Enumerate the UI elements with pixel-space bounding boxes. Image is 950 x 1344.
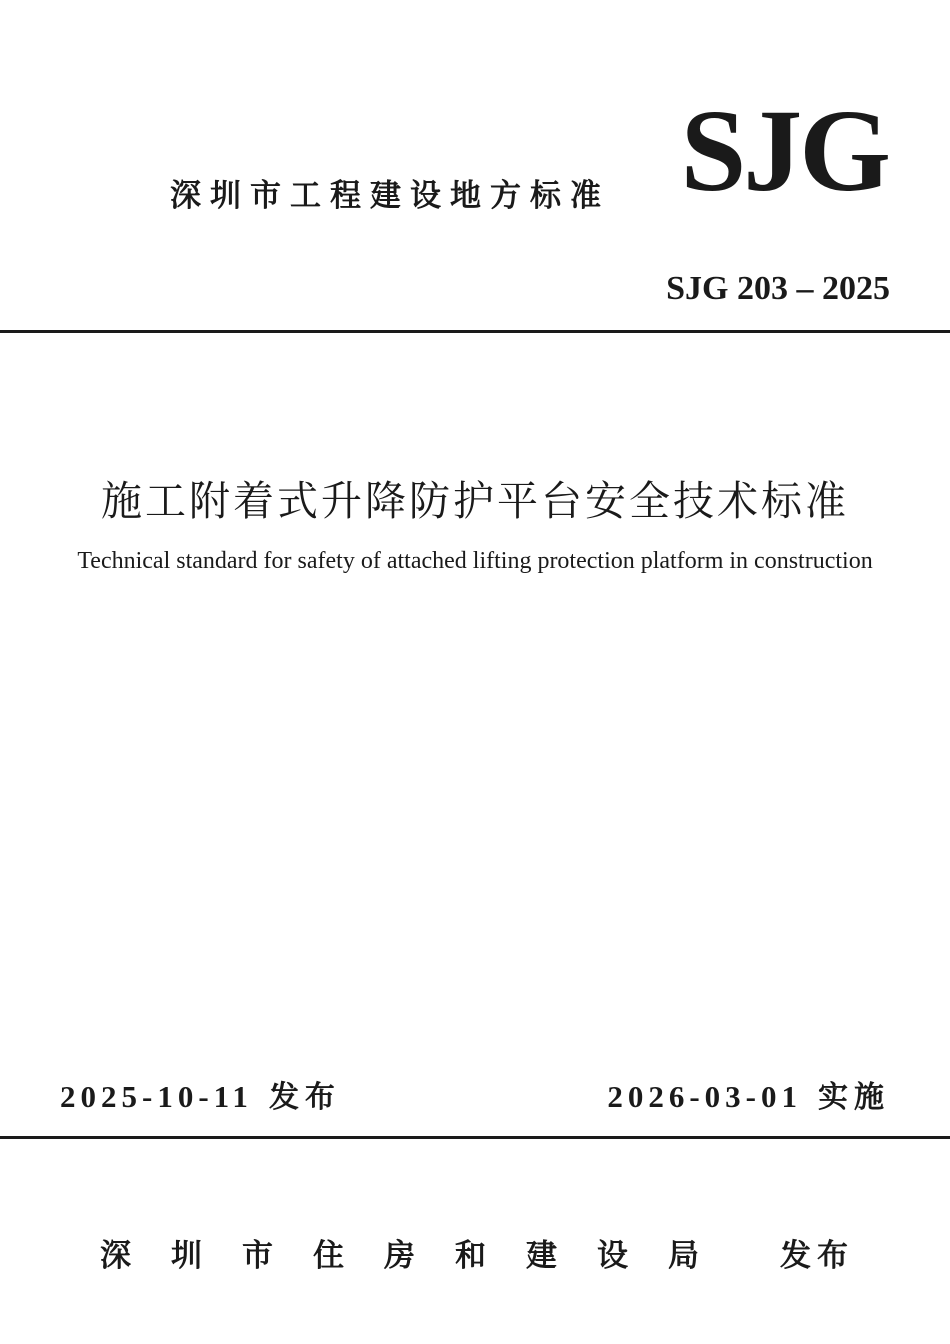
sjg-logo: SJG — [680, 85, 888, 216]
document-title-chinese: 施工附着式升降防护平台安全技术标准 — [101, 477, 849, 525]
standard-series-label: 深圳市工程建设地方标准 — [170, 178, 610, 214]
publish-label: 发布 — [780, 1238, 854, 1274]
issue-label: 发布 — [268, 1080, 341, 1115]
document-title-english: Technical standard for safety of attached lifting protection platform in construction — [77, 548, 873, 574]
effective-label: 实施 — [818, 1080, 890, 1115]
issue-date-block — [60, 1072, 341, 1116]
effective-date: 2026-03-01 — [607, 1079, 802, 1114]
bottom-divider — [0, 1136, 950, 1139]
issue-date: 2025-10-11 — [60, 1079, 253, 1114]
top-divider — [0, 330, 950, 333]
effective-date-block — [607, 1072, 890, 1116]
standard-code: SJG 203 – 2025 — [666, 270, 890, 307]
publisher-name: 深圳市住房和建设局 — [100, 1238, 739, 1274]
